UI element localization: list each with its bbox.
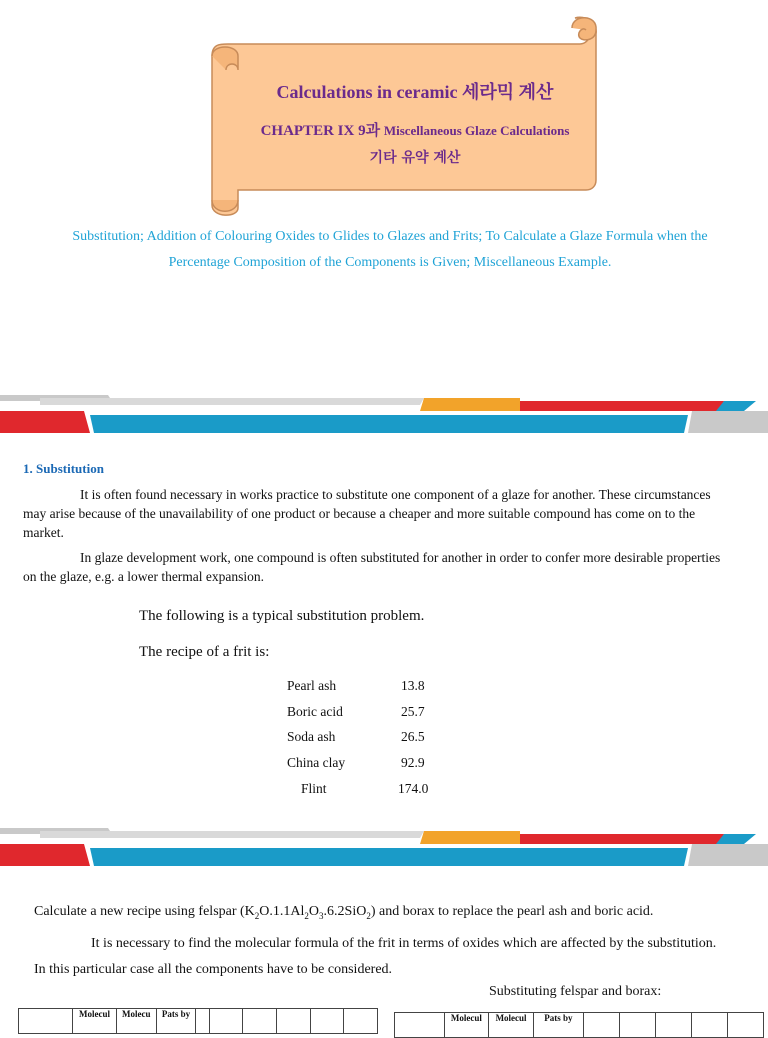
recipe-value: 13.8 xyxy=(401,678,425,693)
substituting-heading: Substituting felspar and borax: xyxy=(489,984,662,999)
table-cell xyxy=(727,1013,763,1038)
table-cell xyxy=(619,1013,655,1038)
table-cell xyxy=(243,1009,277,1034)
recipe-name: Boric acid xyxy=(287,704,343,719)
table-cell xyxy=(655,1013,691,1038)
recipe-name: Pearl ash xyxy=(287,678,337,693)
decorative-divider xyxy=(0,826,768,866)
calc-line-1-pre: Calculate a new recipe using felspar (K xyxy=(34,904,255,919)
table-left xyxy=(18,1008,378,1034)
calc-line-3: In this particular case all the components have to be considered. xyxy=(34,962,393,977)
paragraph-2-text: In glaze development work, one compound is often substituted for another in order to confer more desirable properties on the glaze, e.g. a lower thermal expansion. xyxy=(23,550,721,584)
paragraph-1-text: It is often found necessary in works practice to substitute one component of a glaze for another. These circumstances may arise because of the unavailability of one product or because a cheaper and more suitable compound has come on to the market. xyxy=(23,487,711,540)
table-cell xyxy=(209,1009,243,1034)
chapter-subtitle xyxy=(30,224,750,276)
calc-line-1: Calculate a new recipe using felspar $(K_2O.1.1Al_2O_3.6.2SiO_2)$ and borax to replace the pearl ash and boric acid. xyxy=(34,904,654,921)
recipe-name: Soda ash xyxy=(287,729,336,744)
intro-line-2: The recipe of a frit is: xyxy=(139,644,270,660)
table-cell xyxy=(310,1009,344,1034)
banner-korean: 기타 유약 계산 xyxy=(369,150,461,166)
paragraph-2 xyxy=(23,548,723,586)
recipe-value: 25.7 xyxy=(401,704,425,719)
banner-title: Calculations in ceramic 세라믹 계산 xyxy=(276,82,554,102)
banner-chapter xyxy=(230,119,600,140)
recipe-value: 26.5 xyxy=(401,729,425,744)
table-header-cell: Molecul xyxy=(73,1009,117,1034)
chapter-prefix: CHAPTER IX 9과 xyxy=(260,123,384,139)
table-cell xyxy=(196,1009,209,1034)
table-cell xyxy=(395,1013,445,1038)
table-cell xyxy=(583,1013,619,1038)
subtitle-line-1: Substitution; Addition of Colouring Oxides to Glides to Glazes and Frits; To Calculate a Glaze Formula when the xyxy=(72,229,708,244)
table-cell xyxy=(344,1009,378,1034)
calc-line-1-post: ) and borax to replace the pearl ash and boric acid. xyxy=(370,904,654,919)
table-header-cell: Molecul xyxy=(444,1013,489,1038)
table-right xyxy=(394,1012,764,1038)
calc-line-2: It is necessary to find the molecular formula of the frit in terms of oxides which are affected by the substitution. xyxy=(91,936,717,951)
table-cell xyxy=(691,1013,727,1038)
table-header-cell: Molecul xyxy=(489,1013,534,1038)
table-header-cell: Pats by xyxy=(533,1013,583,1038)
recipe-value: 174.0 xyxy=(398,781,429,796)
table-header-cell: Pats by xyxy=(156,1009,196,1034)
table-cell xyxy=(19,1009,73,1034)
subtitle-line-2: Percentage Composition of the Components is Given; Miscellaneous Example. xyxy=(168,255,612,270)
scroll-banner xyxy=(0,0,768,230)
table-cell xyxy=(276,1009,310,1034)
decorative-divider xyxy=(0,393,768,433)
intro-line-1: The following is a typical substitution problem. xyxy=(139,608,425,624)
recipe-value: 92.9 xyxy=(401,755,425,770)
section-heading: 1. Substitution xyxy=(23,461,104,476)
table-header-cell: Molecu xyxy=(116,1009,156,1034)
chapter-suffix: Miscellaneous Glaze Calculations xyxy=(383,123,570,138)
paragraph-1 xyxy=(23,485,723,542)
recipe-name: China clay xyxy=(287,755,346,770)
recipe-name: Flint xyxy=(301,781,327,796)
